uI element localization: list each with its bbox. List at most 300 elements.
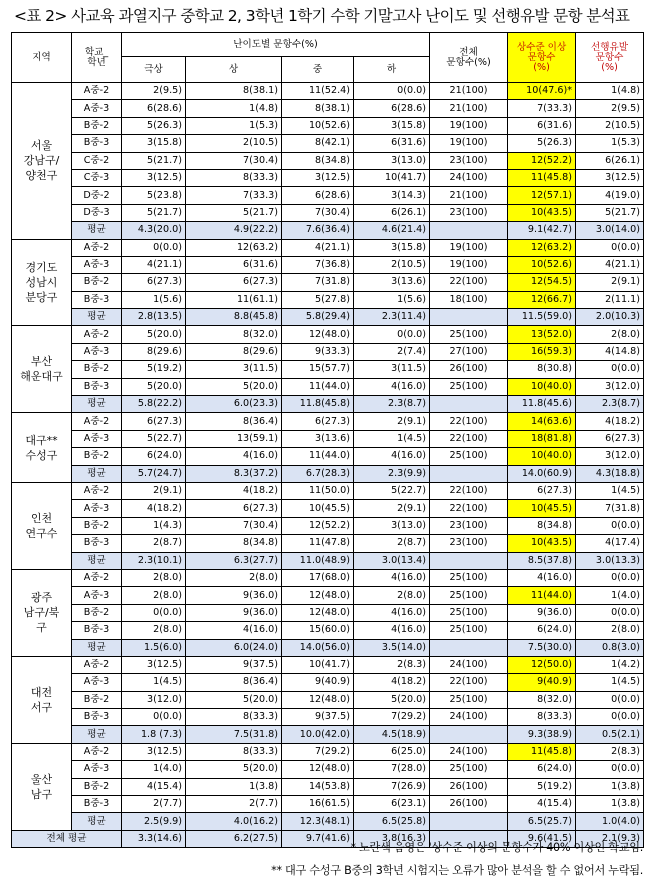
value-cell-difficulty: 9(40.9): [282, 674, 354, 691]
value-cell-preceding: 6(27.3): [576, 430, 644, 447]
value-cell-above-upper: 11(45.8): [508, 169, 576, 186]
total-average-value-cell: 9.7(41.6): [282, 830, 354, 847]
average-value-cell: 0.5(2.1): [576, 726, 644, 743]
value-cell-difficulty: 2(8.0): [122, 569, 186, 586]
value-cell-difficulty: 5(20.0): [186, 761, 282, 778]
value-cell-difficulty: 9(37.5): [186, 656, 282, 673]
value-cell-difficulty: 6(26.1): [354, 204, 430, 221]
value-cell-difficulty: 7(29.2): [282, 743, 354, 760]
table-row: [12, 604, 644, 621]
value-cell-difficulty: 0(0.0): [122, 604, 186, 621]
value-cell-difficulty: 3(12.5): [122, 656, 186, 673]
footnote-1: * 노란색 음영은 '상수준 이상의 문항수가 40% 이상인 학교임.: [350, 841, 643, 854]
value-cell-difficulty: 4(16.0): [354, 622, 430, 639]
value-cell-difficulty: 7(26.9): [354, 778, 430, 795]
value-cell-difficulty: 10(41.7): [354, 169, 430, 186]
school-cell: B중-3: [72, 622, 122, 639]
table-row: [12, 709, 644, 726]
value-cell-total: 27(100): [430, 343, 508, 360]
school-cell: B중-3: [72, 378, 122, 395]
average-value-cell: 1.8 (7.3): [122, 726, 186, 743]
value-cell-difficulty: 5(21.7): [122, 204, 186, 221]
value-cell-difficulty: 2(9.1): [122, 482, 186, 499]
table-body: [12, 33, 644, 848]
average-value-cell: 2.3(11.4): [354, 309, 430, 326]
value-cell-total: 22(100): [430, 674, 508, 691]
value-cell-above-upper: 6(24.0): [508, 761, 576, 778]
average-value-cell: [430, 396, 508, 413]
value-cell-difficulty: 2(8.0): [354, 587, 430, 604]
value-cell-difficulty: 2(7.7): [186, 796, 282, 813]
value-cell-above-upper: 12(57.1): [508, 187, 576, 204]
region-cell: 울산 남구: [12, 743, 72, 830]
value-cell-above-upper: 8(33.3): [508, 709, 576, 726]
value-cell-difficulty: 4(16.0): [186, 622, 282, 639]
value-cell-difficulty: 6(27.3): [282, 413, 354, 430]
value-cell-difficulty: 3(14.3): [354, 187, 430, 204]
value-cell-preceding: 1(4.8): [576, 83, 644, 100]
value-cell-difficulty: 3(12.5): [122, 169, 186, 186]
value-cell-difficulty: 11(50.0): [282, 482, 354, 499]
value-cell-difficulty: 12(48.0): [282, 691, 354, 708]
value-cell-above-upper: 11(45.8): [508, 743, 576, 760]
school-cell: A중-2: [72, 413, 122, 430]
value-cell-above-upper: 9(40.9): [508, 674, 576, 691]
value-cell-total: 22(100): [430, 274, 508, 291]
value-cell-difficulty: 8(36.4): [186, 413, 282, 430]
value-cell-difficulty: 8(33.3): [186, 169, 282, 186]
value-cell-difficulty: 13(59.1): [186, 430, 282, 447]
total-average-value-cell: 2.1(9.3): [576, 830, 644, 847]
average-label: 평균: [72, 639, 122, 656]
table-row: [12, 378, 644, 395]
average-value-cell: [430, 639, 508, 656]
value-cell-difficulty: 14(53.8): [282, 778, 354, 795]
value-cell-difficulty: 6(25.0): [354, 743, 430, 760]
average-value-cell: 6.3(27.7): [186, 552, 282, 569]
school-cell: A중-3: [72, 587, 122, 604]
value-cell-difficulty: 8(34.8): [186, 535, 282, 552]
value-cell-difficulty: 11(52.4): [282, 83, 354, 100]
value-cell-preceding: 2(10.5): [576, 117, 644, 134]
average-value-cell: 6.5(25.7): [508, 813, 576, 830]
value-cell-difficulty: 16(61.5): [282, 796, 354, 813]
school-cell: B중-3: [72, 796, 122, 813]
average-label: 평균: [72, 309, 122, 326]
value-cell-total: 21(100): [430, 187, 508, 204]
value-cell-difficulty: 2(8.3): [354, 656, 430, 673]
value-cell-difficulty: 5(20.0): [122, 326, 186, 343]
average-value-cell: 14.0(56.0): [282, 639, 354, 656]
value-cell-total: 22(100): [430, 482, 508, 499]
value-cell-preceding: 1(3.8): [576, 796, 644, 813]
value-cell-difficulty: 11(47.8): [282, 535, 354, 552]
value-cell-difficulty: 8(33.3): [186, 743, 282, 760]
value-cell-total: 25(100): [430, 378, 508, 395]
value-cell-above-upper: 10(45.5): [508, 500, 576, 517]
school-cell: A중-3: [72, 343, 122, 360]
value-cell-difficulty: 3(12.0): [122, 691, 186, 708]
value-cell-difficulty: 12(52.2): [282, 517, 354, 534]
school-cell: D중-2: [72, 187, 122, 204]
value-cell-preceding: 4(14.8): [576, 343, 644, 360]
average-value-cell: 5.8(22.2): [122, 396, 186, 413]
average-value-cell: 4.5(18.9): [354, 726, 430, 743]
value-cell-difficulty: 1(4.5): [122, 674, 186, 691]
value-cell-preceding: 2(9.5): [576, 100, 644, 117]
value-cell-preceding: 1(5.3): [576, 135, 644, 152]
table-row: [12, 743, 644, 760]
value-cell-difficulty: 6(28.6): [354, 100, 430, 117]
value-cell-difficulty: 15(57.7): [282, 361, 354, 378]
value-cell-total: 19(100): [430, 256, 508, 273]
value-cell-preceding: 6(26.1): [576, 152, 644, 169]
value-cell-difficulty: 3(15.8): [354, 239, 430, 256]
average-value-cell: [430, 222, 508, 239]
table-row: [12, 535, 644, 552]
value-cell-difficulty: 2(8.0): [122, 587, 186, 604]
table-row: [12, 117, 644, 134]
value-cell-total: 23(100): [430, 204, 508, 221]
value-cell-difficulty: 3(13.0): [354, 517, 430, 534]
table-row: [12, 430, 644, 447]
value-cell-total: 25(100): [430, 622, 508, 639]
table-row: [12, 778, 644, 795]
value-cell-difficulty: 8(29.6): [122, 343, 186, 360]
value-cell-difficulty: 5(21.7): [122, 152, 186, 169]
table-row: [12, 169, 644, 186]
value-cell-difficulty: 4(21.1): [122, 256, 186, 273]
value-cell-total: 25(100): [430, 587, 508, 604]
average-label: 평균: [72, 465, 122, 482]
average-value-cell: 6.0(23.3): [186, 396, 282, 413]
value-cell-total: 26(100): [430, 361, 508, 378]
value-cell-above-upper: 10(47.6)*: [508, 83, 576, 100]
average-value-cell: 4.3(20.0): [122, 222, 186, 239]
school-cell: A중-3: [72, 256, 122, 273]
value-cell-difficulty: 2(7.4): [354, 343, 430, 360]
value-cell-preceding: 1(4.5): [576, 674, 644, 691]
value-cell-difficulty: 3(15.8): [122, 135, 186, 152]
region-cell: 경기도 성남시 분당구: [12, 239, 72, 326]
school-cell: B중-2: [72, 117, 122, 134]
value-cell-above-upper: 10(43.5): [508, 535, 576, 552]
value-cell-preceding: 4(19.0): [576, 187, 644, 204]
average-value-cell: 9.1(42.7): [508, 222, 576, 239]
value-cell-preceding: 0(0.0): [576, 604, 644, 621]
value-cell-difficulty: 1(4.5): [354, 430, 430, 447]
value-cell-above-upper: 7(33.3): [508, 100, 576, 117]
value-cell-above-upper: 14(63.6): [508, 413, 576, 430]
header-row-1: [12, 33, 644, 57]
value-cell-total: 25(100): [430, 604, 508, 621]
average-value-cell: 12.3(48.1): [282, 813, 354, 830]
value-cell-difficulty: 3(11.5): [354, 361, 430, 378]
value-cell-difficulty: 3(12.5): [282, 169, 354, 186]
value-cell-above-upper: 6(27.3): [508, 482, 576, 499]
value-cell-preceding: 2(8.0): [576, 326, 644, 343]
header-preceding: 선행유발 문항수 (%): [576, 33, 644, 83]
value-cell-above-upper: 10(40.0): [508, 448, 576, 465]
value-cell-difficulty: 7(36.8): [282, 256, 354, 273]
header-region: 지역: [12, 33, 72, 83]
average-value-cell: 11.5(59.0): [508, 309, 576, 326]
value-cell-total: 24(100): [430, 169, 508, 186]
value-cell-difficulty: 8(33.3): [186, 709, 282, 726]
value-cell-preceding: 0(0.0): [576, 569, 644, 586]
value-cell-difficulty: 5(20.0): [186, 691, 282, 708]
table-row: [12, 587, 644, 604]
value-cell-difficulty: 2(9.1): [354, 413, 430, 430]
value-cell-preceding: 0(0.0): [576, 517, 644, 534]
table-row: [12, 517, 644, 534]
average-value-cell: 4.9(22.2): [186, 222, 282, 239]
value-cell-difficulty: 5(27.8): [282, 291, 354, 308]
value-cell-difficulty: 4(16.0): [354, 569, 430, 586]
region-cell: 인천 연구수: [12, 482, 72, 569]
value-cell-difficulty: 1(5.3): [186, 117, 282, 134]
table-row: [12, 361, 644, 378]
average-value-cell: [430, 552, 508, 569]
school-cell: B중-2: [72, 604, 122, 621]
value-cell-total: 19(100): [430, 117, 508, 134]
average-value-cell: 2.0(10.3): [576, 309, 644, 326]
value-cell-difficulty: 8(29.6): [186, 343, 282, 360]
average-value-cell: 5.8(29.4): [282, 309, 354, 326]
value-cell-total: 22(100): [430, 413, 508, 430]
value-cell-preceding: 3(12.5): [576, 169, 644, 186]
average-value-cell: 4.0(16.2): [186, 813, 282, 830]
value-cell-difficulty: 2(9.1): [354, 500, 430, 517]
value-cell-above-upper: 8(32.0): [508, 691, 576, 708]
value-cell-difficulty: 2(8.0): [122, 622, 186, 639]
value-cell-difficulty: 1(4.8): [186, 100, 282, 117]
value-cell-difficulty: 6(31.6): [354, 135, 430, 152]
total-average-label: 전체 평균: [12, 830, 122, 847]
value-cell-difficulty: 17(68.0): [282, 569, 354, 586]
school-cell: C중-3: [72, 169, 122, 186]
table-row: [12, 239, 644, 256]
header-diff-low: 하: [354, 57, 430, 83]
value-cell-above-upper: 6(31.6): [508, 117, 576, 134]
value-cell-difficulty: 4(21.1): [282, 239, 354, 256]
value-cell-preceding: 1(3.8): [576, 778, 644, 795]
average-label: 평균: [72, 396, 122, 413]
value-cell-preceding: 5(21.7): [576, 204, 644, 221]
average-value-cell: 0.8(3.0): [576, 639, 644, 656]
header-diff-mid: 중: [282, 57, 354, 83]
table-row: [12, 569, 644, 586]
value-cell-above-upper: 4(15.4): [508, 796, 576, 813]
value-cell-above-upper: 5(26.3): [508, 135, 576, 152]
average-value-cell: 7.5(30.0): [508, 639, 576, 656]
value-cell-preceding: 1(4.5): [576, 482, 644, 499]
average-value-cell: 2.3(9.9): [354, 465, 430, 482]
average-value-cell: 2.3(8.7): [354, 396, 430, 413]
value-cell-difficulty: 6(27.3): [186, 500, 282, 517]
average-value-cell: 3.0(14.0): [576, 222, 644, 239]
average-value-cell: 4.3(18.8): [576, 465, 644, 482]
average-value-cell: 8.3(37.2): [186, 465, 282, 482]
value-cell-preceding: 3(12.0): [576, 448, 644, 465]
value-cell-difficulty: 11(61.1): [186, 291, 282, 308]
value-cell-difficulty: 8(38.1): [282, 100, 354, 117]
value-cell-total: 25(100): [430, 326, 508, 343]
value-cell-difficulty: 0(0.0): [122, 239, 186, 256]
value-cell-difficulty: 7(28.0): [354, 761, 430, 778]
value-cell-above-upper: 18(81.8): [508, 430, 576, 447]
value-cell-difficulty: 6(27.3): [186, 274, 282, 291]
value-cell-difficulty: 6(31.6): [186, 256, 282, 273]
value-cell-total: 25(100): [430, 691, 508, 708]
average-value-cell: 10.0(42.0): [282, 726, 354, 743]
value-cell-difficulty: 12(48.0): [282, 326, 354, 343]
school-cell: A중-2: [72, 482, 122, 499]
average-value-cell: 2.3(10.1): [122, 552, 186, 569]
school-cell: D중-3: [72, 204, 122, 221]
value-cell-difficulty: 1(3.8): [186, 778, 282, 795]
school-cell: C중-2: [72, 152, 122, 169]
value-cell-total: 21(100): [430, 83, 508, 100]
value-cell-difficulty: 15(60.0): [282, 622, 354, 639]
value-cell-difficulty: 10(45.5): [282, 500, 354, 517]
value-cell-above-upper: 12(54.5): [508, 274, 576, 291]
school-cell: A중-2: [72, 83, 122, 100]
table-row: [12, 413, 644, 430]
school-cell: B중-2: [72, 448, 122, 465]
value-cell-difficulty: 0(0.0): [354, 83, 430, 100]
value-cell-difficulty: 1(4.3): [122, 517, 186, 534]
school-cell: B중-2: [72, 361, 122, 378]
value-cell-difficulty: 7(30.4): [186, 152, 282, 169]
average-value-cell: 7.6(36.4): [282, 222, 354, 239]
value-cell-difficulty: 8(32.0): [186, 326, 282, 343]
value-cell-difficulty: 1(5.6): [354, 291, 430, 308]
value-cell-difficulty: 4(16.0): [354, 604, 430, 621]
value-cell-preceding: 0(0.0): [576, 709, 644, 726]
value-cell-difficulty: 8(36.4): [186, 674, 282, 691]
average-value-cell: 9.3(38.9): [508, 726, 576, 743]
value-cell-difficulty: 4(15.4): [122, 778, 186, 795]
value-cell-total: 24(100): [430, 656, 508, 673]
total-average-value-cell: 9.6(41.5): [508, 830, 576, 847]
value-cell-difficulty: 4(16.0): [354, 378, 430, 395]
value-cell-difficulty: 2(8.7): [122, 535, 186, 552]
value-cell-difficulty: 5(20.0): [122, 378, 186, 395]
header-diff-very-high: 극상: [122, 57, 186, 83]
region-cell: 광주 남구/북 구: [12, 569, 72, 656]
average-row: [12, 813, 644, 830]
average-value-cell: 8.5(37.8): [508, 552, 576, 569]
table-row: [12, 83, 644, 100]
school-cell: A중-3: [72, 100, 122, 117]
value-cell-difficulty: 12(48.0): [282, 761, 354, 778]
school-cell: A중-2: [72, 656, 122, 673]
value-cell-preceding: 2(11.1): [576, 291, 644, 308]
value-cell-difficulty: 5(23.8): [122, 187, 186, 204]
average-value-cell: 2.5(9.9): [122, 813, 186, 830]
value-cell-above-upper: 10(40.0): [508, 378, 576, 395]
value-cell-difficulty: 9(33.3): [282, 343, 354, 360]
average-value-cell: 6.5(25.8): [354, 813, 430, 830]
table-row: [12, 761, 644, 778]
value-cell-preceding: 0(0.0): [576, 361, 644, 378]
average-row: [12, 639, 644, 656]
value-cell-preceding: 2(9.1): [576, 274, 644, 291]
average-value-cell: 3.0(13.4): [354, 552, 430, 569]
value-cell-preceding: 3(12.0): [576, 378, 644, 395]
value-cell-difficulty: 6(28.6): [122, 100, 186, 117]
total-average-value-cell: 6.2(27.5): [186, 830, 282, 847]
value-cell-difficulty: 9(36.0): [186, 604, 282, 621]
table-row: [12, 187, 644, 204]
value-cell-difficulty: 7(31.8): [282, 274, 354, 291]
value-cell-above-upper: 5(19.2): [508, 778, 576, 795]
value-cell-difficulty: 12(63.2): [186, 239, 282, 256]
table-row: [12, 796, 644, 813]
table-row: [12, 343, 644, 360]
value-cell-difficulty: 2(7.7): [122, 796, 186, 813]
school-cell: A중-2: [72, 326, 122, 343]
footnotes: [271, 836, 643, 882]
value-cell-difficulty: 4(16.0): [354, 448, 430, 465]
value-cell-total: 23(100): [430, 535, 508, 552]
school-cell: B중-2: [72, 517, 122, 534]
average-value-cell: 3.0(13.3): [576, 552, 644, 569]
region-cell: 대구** 수성구: [12, 413, 72, 483]
value-cell-difficulty: 7(33.3): [186, 187, 282, 204]
value-cell-preceding: 4(21.1): [576, 256, 644, 273]
value-cell-difficulty: 8(34.8): [282, 152, 354, 169]
school-cell: B중-2: [72, 274, 122, 291]
school-cell: B중-3: [72, 535, 122, 552]
value-cell-total: 21(100): [430, 100, 508, 117]
school-cell: B중-3: [72, 135, 122, 152]
average-value-cell: 5.7(24.7): [122, 465, 186, 482]
value-cell-above-upper: 12(50.0): [508, 656, 576, 673]
footnote-2: ** 대구 수성구 B중의 3학년 시험지는 오류가 많아 분석을 할 수 없어서 누락됨.: [271, 864, 643, 877]
header-diff-high: 상: [186, 57, 282, 83]
table-row: [12, 204, 644, 221]
value-cell-difficulty: 2(10.5): [354, 256, 430, 273]
table-row: [12, 152, 644, 169]
value-cell-above-upper: 13(52.0): [508, 326, 576, 343]
value-cell-total: 19(100): [430, 239, 508, 256]
value-cell-total: 26(100): [430, 796, 508, 813]
table-row: [12, 448, 644, 465]
value-cell-preceding: 7(31.8): [576, 500, 644, 517]
value-cell-total: 25(100): [430, 761, 508, 778]
value-cell-total: 22(100): [430, 430, 508, 447]
value-cell-difficulty: 3(12.5): [122, 743, 186, 760]
value-cell-difficulty: 12(48.0): [282, 587, 354, 604]
value-cell-above-upper: 10(52.6): [508, 256, 576, 273]
average-value-cell: [430, 813, 508, 830]
value-cell-difficulty: 3(15.8): [354, 117, 430, 134]
value-cell-above-upper: 8(30.8): [508, 361, 576, 378]
value-cell-difficulty: 7(30.4): [186, 517, 282, 534]
value-cell-difficulty: 1(5.6): [122, 291, 186, 308]
value-cell-difficulty: 6(27.3): [122, 413, 186, 430]
value-cell-above-upper: 16(59.3): [508, 343, 576, 360]
value-cell-difficulty: 5(22.7): [354, 482, 430, 499]
table-row: [12, 622, 644, 639]
average-value-cell: 11.8(45.6): [508, 396, 576, 413]
value-cell-difficulty: 4(18.2): [186, 482, 282, 499]
value-cell-difficulty: 6(28.6): [282, 187, 354, 204]
value-cell-difficulty: 6(23.1): [354, 796, 430, 813]
average-value-cell: [430, 465, 508, 482]
